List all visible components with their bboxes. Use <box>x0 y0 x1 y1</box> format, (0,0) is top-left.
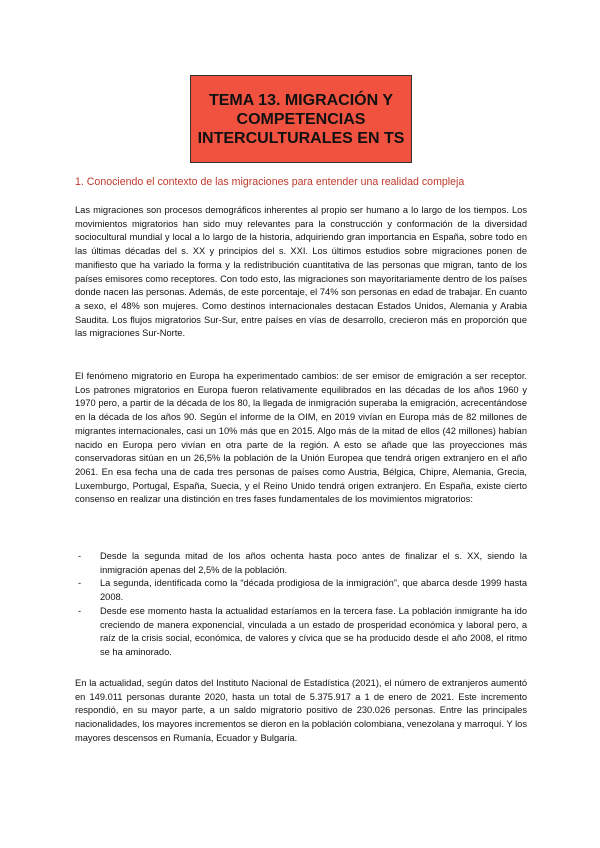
phases-list <box>75 550 527 660</box>
title-line: INTERCULTURALES EN TS <box>197 129 405 147</box>
list-item <box>75 605 527 660</box>
list-item-text: Desde ese momento hasta la actualidad estaríamos en la tercera fase. La población inmigrante ha ido creciendo de manera exponencial, vinculada a un estado de prosperidad económica y laboral pero, a raíz de la crisis social, económica, de valores y cívica que se ha producido desde el año 2008, el ritmo se ha aminorado. <box>100 605 527 657</box>
list-item-text: Desde la segunda mitad de los años ochenta hasta poco antes de finalizar el s. XX, siendo la inmigración apenas del 2,5% de la población. <box>100 551 527 575</box>
dash-marker: - <box>78 578 82 589</box>
paragraph: El fenómeno migratorio en Europa ha experimentado cambios: de ser emisor de emigración a ser receptor. Los patrones migratorios en Europa fueron relativamente equilibrados en las décadas de los años 1960 y 1970 pero, a partir de la década de los 80, la llegada de inmigración superaba la emigración, acrecentándose en la década de los años 90. Según el informe de la OIM, en 2019 vivían en Europa más de 82 millones de migrantes internacionales, casi un 10% más que en 2015. Algo más de la mitad de ellos (42 millones) habían nacido en Europa pero vivían en otra parte de la región. A esto se añade que las proyecciones más conservadoras sitúan en un 26,5% la población de la Unión Europea que tendrá origen extranjero en el año 2061. En esa fecha una de cada tres personas de países como Austria, Bélgica, Chipre, Alemania, Grecia, Luxemburgo, Portugal, España, Suecia, y el Reino Unido tendrá origen extranjero. En España, existe cierto consenso en realizar una distinción en tres fases fundamentales de los movimientos migratorios: <box>75 371 527 505</box>
list-item-text: La segunda, identificada como la “década prodigiosa de la inmigración”, que abarca desde 1999 hasta 2008. <box>100 578 527 603</box>
paragraph: Las migraciones son procesos demográficos inherentes al propio ser humano a lo largo de los tiempos. Los movimientos migratorios han sido muy relevantes para la construcción y conformación de la diversidad sociocultural mundial y local a lo largo de la historia, adquiriendo gran importancia en España, sobre todo en las últimas décadas del s. XX y principios del s. XXI. Los últimos estudios sobre migraciones ponen de manifiesto que ha variado la forma y la redistribución cuantitativa de las personas que migran, tanto de los países emisores como receptores. Con todo esto, las migraciones son mayoritariamente dentro de los países donde nacen las personas. Además, de este porcentaje, el 74% son personas en edad de trabajar. En cuanto a sexo, el 48% son mujeres. Como destinos internacionales destacan Estados Unidos, Alemania y Arabia Saudita. Los flujos migratorios Sur-Sur, entre países en vías de desarrollo, crecieron más en proporción que las migraciones Sur-Norte. <box>75 205 527 339</box>
list-item <box>75 577 527 604</box>
title-line: TEMA 13. MIGRACIÓN Y <box>208 91 394 109</box>
list-item <box>75 550 527 577</box>
section-heading: 1. Conociendo el contexto de las migraciones para entender una realidad compleja <box>75 176 465 188</box>
dash-marker: - <box>78 605 82 616</box>
dash-marker: - <box>78 551 82 561</box>
title-box <box>190 75 412 163</box>
title-line: COMPETENCIAS <box>236 110 366 128</box>
paragraph: En la actualidad, según datos del Instituto Nacional de Estadística (2021), el número de extranjeros aumentó en 149.011 personas durante 2020, hasta un total de 5.375.917 a 1 de enero de 2021. Este incremento respondió, en su mayor parte, a un saldo migratorio positivo de 230.026 personas. Entre las principales nacionalidades, los mayores incrementos se dieron en la población colombiana, venezolana y marroquí. Y los mayores descensos en Rumanía, Ecuador y Bulgaria. <box>75 678 527 743</box>
